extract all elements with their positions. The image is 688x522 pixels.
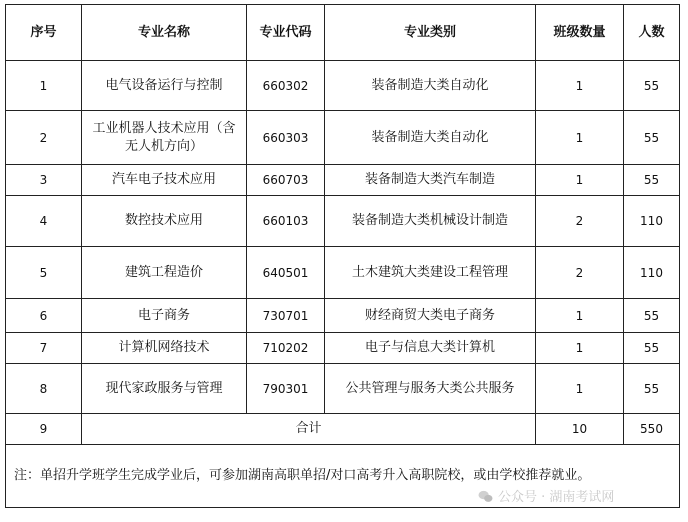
cell-name: 现代家政服务与管理 (82, 364, 247, 414)
cell-classes: 1 (536, 364, 624, 414)
cell-seq: 2 (6, 111, 82, 165)
wechat-icon (478, 490, 493, 503)
cell-code: 640501 (247, 247, 325, 299)
cell-code: 730701 (247, 299, 325, 333)
table-row (6, 111, 680, 165)
cell-classes: 1 (536, 61, 624, 111)
cell-code: 660703 (247, 165, 325, 196)
cell-seq: 5 (6, 247, 82, 299)
header-seq: 序号 (6, 5, 82, 61)
cell-code: 790301 (247, 364, 325, 414)
cell-people: 55 (624, 165, 680, 196)
table-row (6, 247, 680, 299)
cell-classes: 1 (536, 111, 624, 165)
cell-code: 660302 (247, 61, 325, 111)
cell-people: 110 (624, 196, 680, 247)
table-row (6, 333, 680, 364)
total-classes: 10 (536, 414, 624, 445)
cell-name: 工业机器人技术应用（含无人机方向） (82, 111, 247, 165)
cell-classes: 1 (536, 165, 624, 196)
total-row (6, 414, 680, 445)
cell-code: 710202 (247, 333, 325, 364)
cell-people: 55 (624, 333, 680, 364)
watermark (478, 486, 614, 505)
header-people: 人数 (624, 5, 680, 61)
cell-seq: 7 (6, 333, 82, 364)
cell-category: 装备制造大类机械设计制造 (325, 196, 536, 247)
cell-category: 土木建筑大类建设工程管理 (325, 247, 536, 299)
total-people: 550 (624, 414, 680, 445)
cell-people: 55 (624, 111, 680, 165)
cell-seq: 3 (6, 165, 82, 196)
cell-category: 电子与信息大类计算机 (325, 333, 536, 364)
cell-code: 660303 (247, 111, 325, 165)
cell-classes: 1 (536, 333, 624, 364)
cell-seq: 8 (6, 364, 82, 414)
cell-people: 110 (624, 247, 680, 299)
cell-name: 电子商务 (82, 299, 247, 333)
cell-name: 数控技术应用 (82, 196, 247, 247)
cell-name: 汽车电子技术应用 (82, 165, 247, 196)
cell-seq: 6 (6, 299, 82, 333)
cell-classes: 1 (536, 299, 624, 333)
cell-category: 装备制造大类自动化 (325, 61, 536, 111)
cell-name: 建筑工程造价 (82, 247, 247, 299)
total-seq: 9 (6, 414, 82, 445)
cell-code: 660103 (247, 196, 325, 247)
header-classes: 班级数量 (536, 5, 624, 61)
watermark-text: 公众号 · 湖南考试网 (498, 490, 615, 505)
total-label: 合计 (82, 414, 536, 445)
cell-category: 装备制造大类汽车制造 (325, 165, 536, 196)
table-row (6, 165, 680, 196)
cell-category: 财经商贸大类电子商务 (325, 299, 536, 333)
table-row (6, 196, 680, 247)
cell-category: 公共管理与服务大类公共服务 (325, 364, 536, 414)
note-text: 注：单招升学班学生完成学业后，可参加湖南高职单招/对口高考升入高职院校，或由学校推荐就业。 (6, 445, 680, 508)
cell-people: 55 (624, 61, 680, 111)
cell-classes: 2 (536, 247, 624, 299)
header-code: 专业代码 (247, 5, 325, 61)
cell-classes: 2 (536, 196, 624, 247)
cell-seq: 1 (6, 61, 82, 111)
table-row (6, 364, 680, 414)
cell-people: 55 (624, 364, 680, 414)
table-row (6, 299, 680, 333)
cell-seq: 4 (6, 196, 82, 247)
enrollment-table (5, 4, 680, 508)
cell-people: 55 (624, 299, 680, 333)
header-category: 专业类别 (325, 5, 536, 61)
header-name: 专业名称 (82, 5, 247, 61)
cell-category: 装备制造大类自动化 (325, 111, 536, 165)
header-row (6, 5, 680, 61)
table-row (6, 61, 680, 111)
cell-name: 电气设备运行与控制 (82, 61, 247, 111)
cell-name: 计算机网络技术 (82, 333, 247, 364)
